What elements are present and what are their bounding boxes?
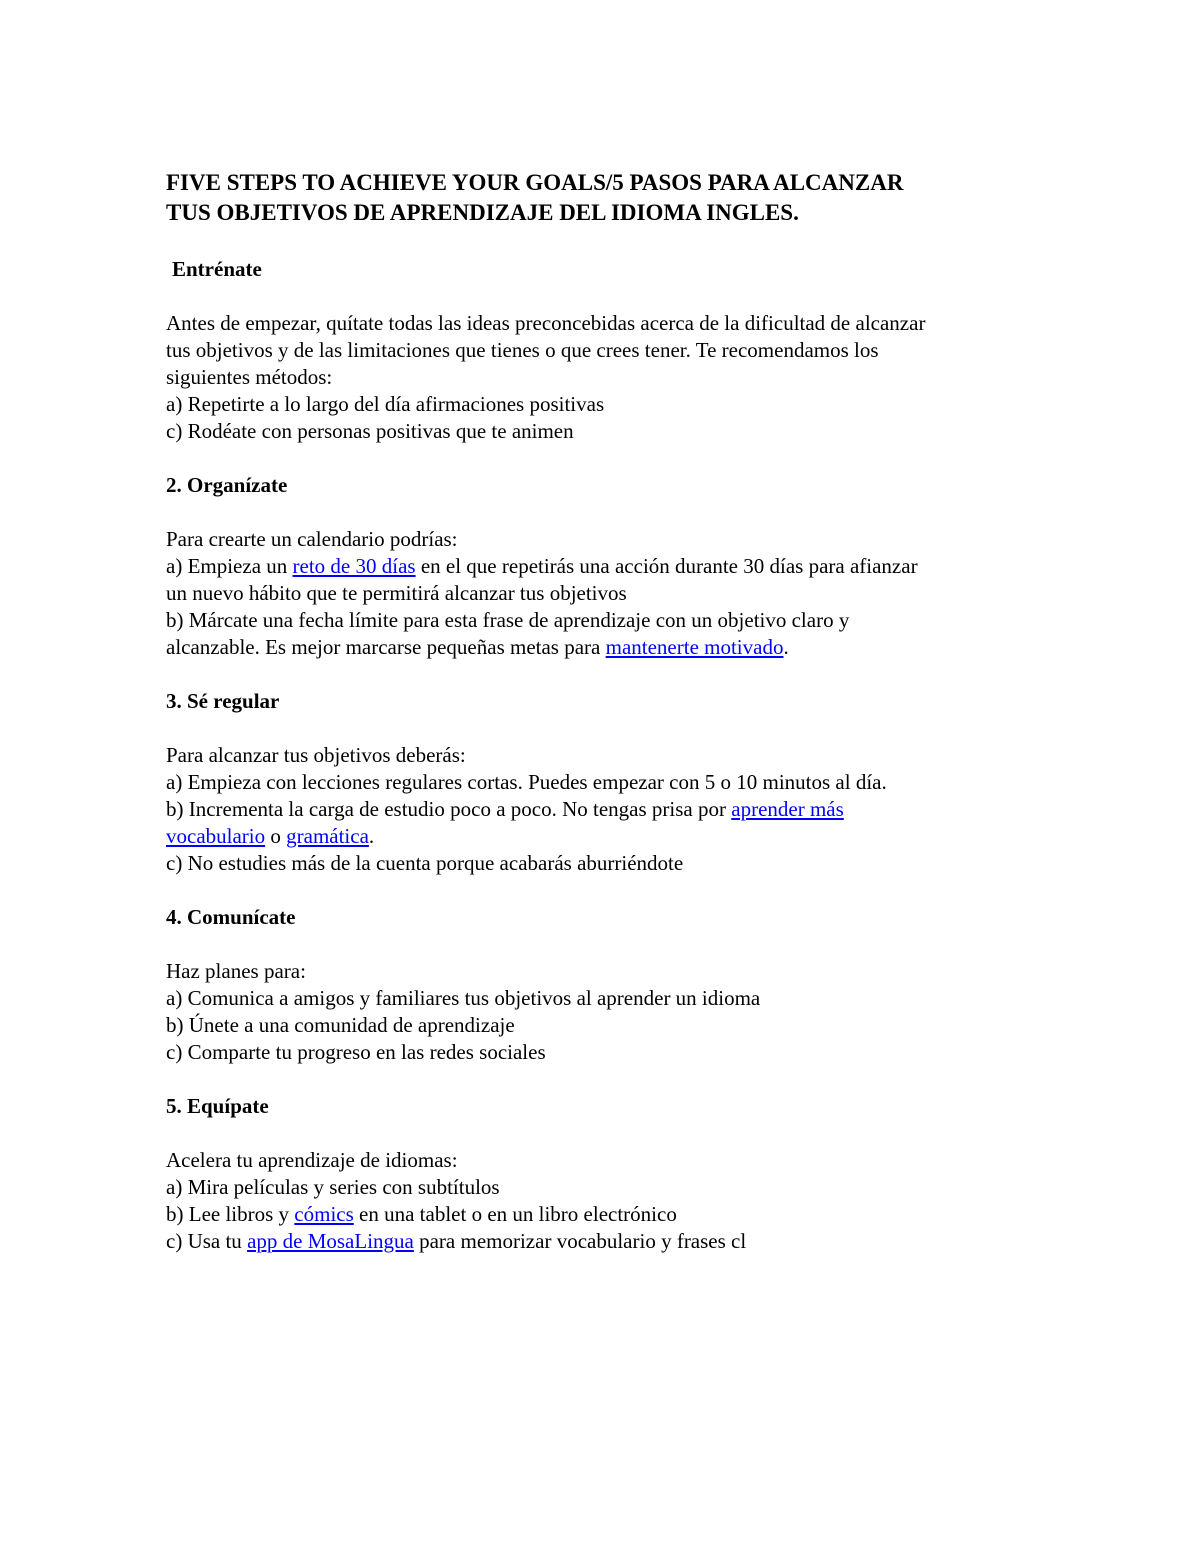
document-page (166, 168, 1046, 1255)
section-2-item-b-post: . (783, 635, 789, 659)
section-3-intro: Para alcanzar tus objetivos deberás: (166, 743, 466, 767)
section-5-item-b-pre: b) Lee libros y (166, 1202, 295, 1226)
section-5-item-c (166, 1228, 1046, 1255)
section-4-item-a: a) Comunica a amigos y familiares tus objetivos al aprender un idioma (166, 986, 761, 1010)
section-2-intro: Para crearte un calendario podrías: (166, 527, 458, 551)
section-3-item-b-line-2 (166, 823, 1046, 850)
section-5-item-b-post: en una tablet o en un libro electrónico (353, 1202, 677, 1226)
section-4-intro: Haz planes para: (166, 959, 306, 983)
section-1-heading: Entrénate (172, 257, 262, 281)
gramatica-link[interactable]: gramática (286, 824, 369, 848)
reto-30-dias-link[interactable]: reto de 30 días (292, 554, 416, 578)
section-2-item-a-line-2: un nuevo hábito que te permitirá alcanzar tus objetivos (166, 581, 627, 605)
section-3-item-b-line-1 (166, 796, 1046, 823)
section-5-item-b (166, 1201, 1046, 1228)
section-1-item-a: a) Repetirte a lo largo del día afirmaciones positivas (166, 392, 605, 416)
section-2-item-a-pre: a) Empieza un (166, 554, 293, 578)
app-mosalingua-link[interactable]: app de MosaLingua (247, 1229, 414, 1253)
section-1-intro-line-3: siguientes métodos: (166, 365, 333, 389)
section-3-item-b-pre: b) Incrementa la carga de estudio poco a poco. No tengas prisa por (166, 797, 732, 821)
section-3-item-c: c) No estudies más de la cuenta porque acabarás aburriéndote (166, 851, 684, 875)
document-title-line-2: TUS OBJETIVOS DE APRENDIZAJE DEL IDIOMA INGLES. (166, 200, 799, 225)
section-3-item-b-post: . (368, 824, 375, 848)
section-1-intro-line-1: Antes de empezar, quítate todas las ideas preconcebidas acerca de la dificultad de alcanzar (166, 311, 926, 335)
section-2-item-b-line-2 (166, 634, 1046, 661)
section-2-item-b-line-1: b) Márcate una fecha límite para esta frase de aprendizaje con un objetivo claro y (166, 608, 850, 632)
section-5-item-a: a) Mira películas y series con subtítulos (166, 1175, 500, 1199)
section-1-item-c: c) Rodéate con personas positivas que te animen (166, 419, 574, 443)
section-4-item-b: b) Únete a una comunidad de aprendizaje (166, 1013, 515, 1037)
section-3-item-b-mid: o (265, 824, 287, 848)
mantenerte-motivado-link[interactable]: mantenerte motivado (605, 635, 784, 659)
section-2-item-a (166, 553, 1046, 580)
section-2-item-a-post: en el que repetirás una acción durante 30 días para afianzar (415, 554, 918, 578)
section-3-item-a: a) Empieza con lecciones regulares cortas. Puedes empezar con 5 o 10 minutos al día. (166, 770, 887, 794)
vocabulario-link[interactable]: vocabulario (166, 824, 266, 848)
section-4-heading: 4. Comunícate (166, 905, 296, 929)
section-2-heading: 2. Organízate (166, 473, 288, 497)
section-5-heading: 5. Equípate (166, 1094, 269, 1118)
document-title-line-1: FIVE STEPS TO ACHIEVE YOUR GOALS/5 PASOS PARA ALCANZAR (166, 170, 904, 195)
section-5-item-c-pre: c) Usa tu (166, 1229, 248, 1253)
section-2-item-b-pre: alcanzable. Es mejor marcarse pequeñas metas para (166, 635, 606, 659)
section-4-item-c: c) Comparte tu progreso en las redes sociales (166, 1040, 546, 1064)
section-1-intro-line-2: tus objetivos y de las limitaciones que tienes o que crees tener. Te recomendamos los (166, 338, 879, 362)
section-5-item-c-post: para memorizar vocabulario y frases cl (413, 1229, 747, 1253)
comics-link[interactable]: cómics (294, 1202, 354, 1226)
section-3-heading: 3. Sé regular (166, 689, 280, 713)
section-5-intro: Acelera tu aprendizaje de idiomas: (166, 1148, 458, 1172)
aprender-mas-vocabulario-link[interactable]: aprender más (731, 797, 844, 821)
